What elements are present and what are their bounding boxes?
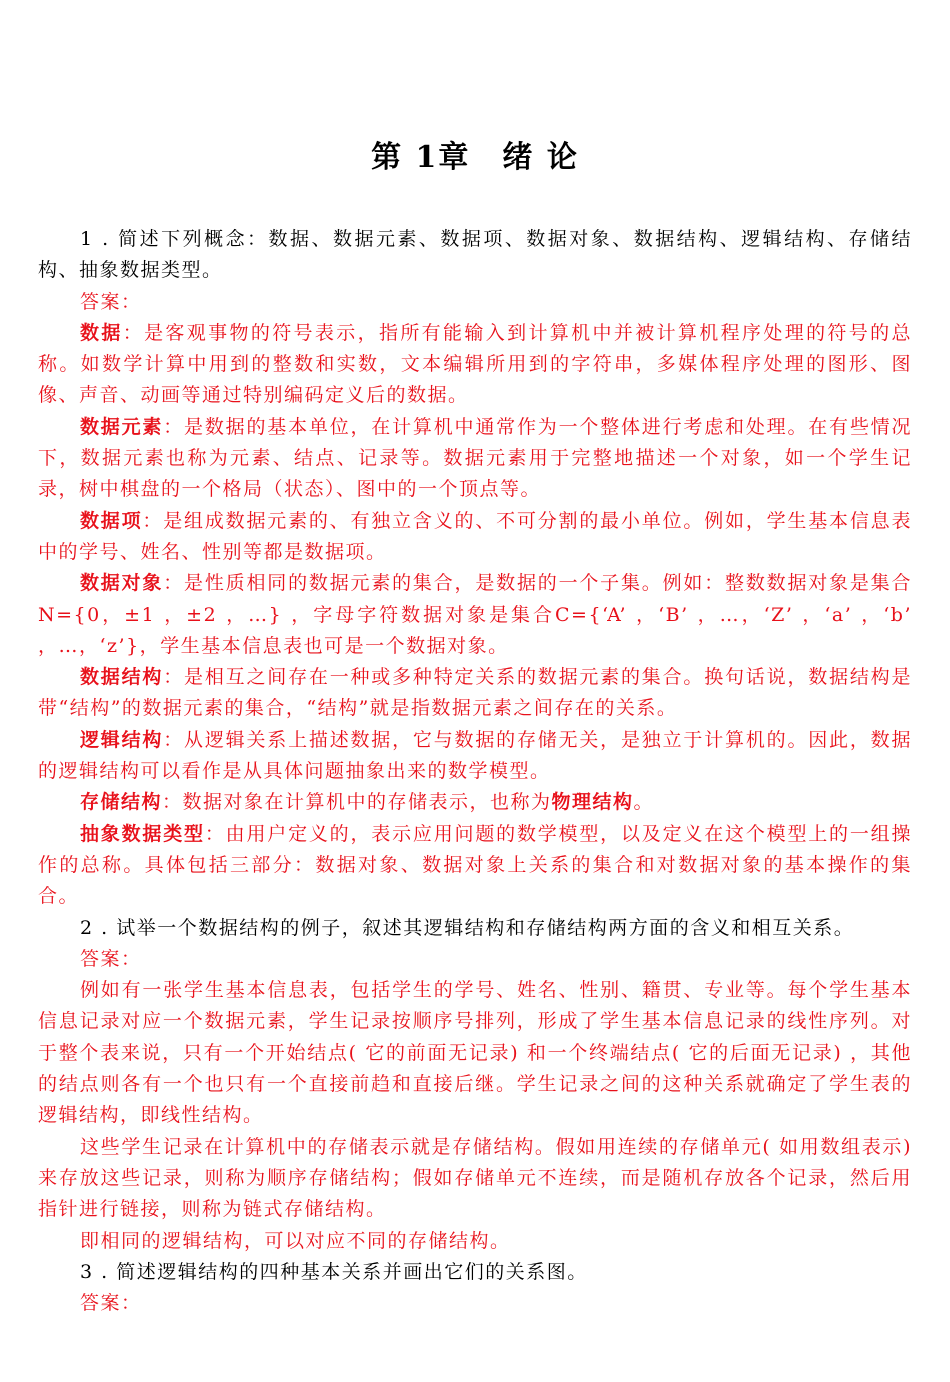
definition-text: ：是数据的基本单位，在计算机中通常作为一个整体进行考虑和处理。在有些情况下，数据元素也称为元素、结点、记录等。数据元素用于完整地描述一个对象，如一个学生记录，树中棋盘的一个格局（状态）、图中的一个顶点等。 [38,415,912,501]
definition-text: ：从逻辑关系上描述数据，它与数据的存储无关，是独立于计算机的。因此，数据的逻辑结构可以看作是从具体问题抽象出来的数学模型。 [38,728,912,783]
question-2: 2 . 试举一个数据结构的例子，叙述其逻辑结构和存储结构两方面的含义和相互关系。 [80,916,855,939]
answer-2-paragraph: 例如有一张学生基本信息表，包括学生的学号、姓名、性别、籍贯、专业等。每个学生基本信息记录对应一个数据元素，学生记录按顺序号排列，形成了学生基本信息记录的线性序列。对于整个表来说，只有一个开始结点( 它的前面无记录) 和一个终端结点( 它的后面无记录) ，其他的结点则各有一个也只有一个直接前趋和直接后继。学生记录之间的这种关系就确定了学生表的逻辑结构，即线性结构。 [38,979,912,1127]
answer-label-3: 答案： [80,1292,142,1315]
definition-data-element [38,412,912,506]
definition-end: 。 [633,791,655,814]
term-data: 数据 [80,321,123,344]
answer-2-paragraph: 这些学生记录在计算机中的存储表示就是存储结构。假如用连续的存储单元( 如用数组表示) 来存放这些记录，则称为顺序存储结构；假如存储单元不连续，而是随机存放各个记录，然后用指针进行链接，则称为链式存储结构。 [38,1135,912,1221]
chapter-title: 第 1章 绪 论 [371,140,579,175]
definition-logical-structure [38,725,912,788]
definition-text: ：是客观事物的符号表示，指所有能输入到计算机中并被计算机程序处理的符号的总称。如数学计算中用到的整数和实数，文本编辑所用到的字符串，多媒体程序处理的图形、图像、声音、动画等通过特别编码定义后的数据。 [38,321,912,407]
term-physical-structure: 物理结构 [551,791,634,814]
question-3: 3 . 简述逻辑结构的四种基本关系并画出它们的关系图。 [80,1260,588,1283]
term-storage-structure: 存储结构 [80,791,163,814]
term-logical-structure: 逻辑结构 [80,728,164,751]
term-data-element: 数据元素 [80,415,164,438]
definition-data-item [38,506,912,569]
term-adt: 抽象数据类型 [80,822,205,845]
definition-adt [38,819,912,913]
definition-text: ：是性质相同的数据元素的集合，是数据的一个子集。例如：整数数据对象是集合N={0，±1 ，±2 ，…} ，字母字符数据对象是集合C={‘A’ ，‘B’ ，…，‘Z’ ，‘a’ ，‘b’ ，…，‘z’}，学生基本信息表也可是一个数据对象。 [38,572,912,657]
term-data-item: 数据项 [80,509,143,532]
answer-label-1: 答案： [80,290,142,313]
term-data-object: 数据对象 [80,572,164,595]
term-data-structure: 数据结构 [80,666,164,689]
definition-data [38,318,912,412]
question-1: 1 . 简述下列概念：数据、数据元素、数据项、数据对象、数据结构、逻辑结构、存储结构、抽象数据类型。 [38,228,912,282]
definition-data-structure [38,662,912,725]
answer-label-2: 答案： [80,947,142,970]
definition-data-object [38,568,912,662]
definition-text: ：是组成数据元素的、有独立含义的、不可分割的最小单位。例如，学生基本信息表中的学号、姓名、性别等都是数据项。 [38,509,912,563]
definition-text: ：由用户定义的，表示应用问题的数学模型，以及定义在这个模型上的一组操作的总称。具体包括三部分：数据对象、数据对象上关系的集合和对数据对象的基本操作的集合。 [38,822,912,908]
definition-storage-structure [38,787,912,818]
answer-2-paragraph: 即相同的逻辑结构，可以对应不同的存储结构。 [80,1229,511,1252]
definition-text: ：数据对象在计算机中的存储表示，也称为 [162,791,552,814]
definition-text: ：是相互之间存在一种或多种特定关系的数据元素的集合。换句话说，数据结构是带“结构”的数据元素的集合，“结构”就是指数据元素之间存在的关系。 [38,666,912,720]
